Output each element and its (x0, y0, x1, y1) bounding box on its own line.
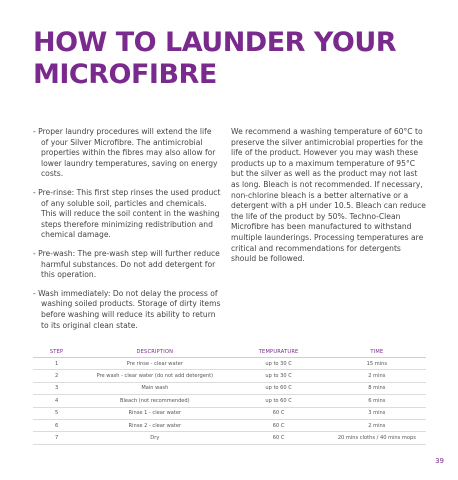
cell-temperature: 60 C (229, 432, 327, 444)
page-title: HOW TO LAUNDER YOUR MICROFIBRE (33, 27, 397, 90)
cell-temperature: 60 C (229, 407, 327, 419)
page-number: 39 (435, 457, 444, 465)
table-row (33, 358, 426, 370)
cell-time: 20 mins cloths / 40 mins mops (328, 432, 426, 444)
cell-time: 2 mins (328, 419, 426, 431)
cell-step: 7 (33, 432, 80, 444)
cell-description: Rinse 1 - clear water (80, 407, 229, 419)
cell-time: 15 mins (328, 358, 426, 370)
header-step: STEP (33, 348, 80, 358)
table-header-row (33, 348, 426, 358)
cell-step: 4 (33, 395, 80, 407)
cell-description: Pre wash - clear water (do not add detergent) (80, 370, 229, 382)
cell-step: 5 (33, 407, 80, 419)
cell-time: 3 mins (328, 407, 426, 419)
washing-steps-table (33, 348, 426, 445)
cell-description: Main wash (80, 382, 229, 394)
cell-step: 3 (33, 382, 80, 394)
bullet-wash-immediately: - Wash immediately: Do not delay the process of washing soiled products. Storage of dirty items before washing will reduce its ability to return to its original clean state. (33, 288, 221, 330)
cell-step: 2 (33, 370, 80, 382)
cell-description: Rinse 2 - clear water (80, 419, 229, 431)
cell-time: 6 mins (328, 395, 426, 407)
cell-step: 6 (33, 419, 80, 431)
cell-temperature: up to 30 C (229, 370, 327, 382)
table-row (33, 419, 426, 431)
table-row (33, 395, 426, 407)
cell-time: 8 mins (328, 382, 426, 394)
cell-temperature: up to 60 C (229, 382, 327, 394)
table-row (33, 432, 426, 444)
right-column (231, 127, 427, 265)
bullet-intro: - Proper laundry procedures will extend the life of your Silver Microfibre. The antimicrobial properties within the fibres may also allow for lower laundry temperatures, saving on energy costs. (33, 127, 218, 179)
table-row (33, 382, 426, 394)
cell-temperature: up to 60 C (229, 395, 327, 407)
cell-description: Dry (80, 432, 229, 444)
bullet-pre-wash: - Pre-wash: The pre-wash step will further reduce harmful substances. Do not add detergent for this operation. (33, 248, 220, 280)
bullet-pre-rinse: - Pre-rinse: This first step rinses the used product of any soluble soil, particles and chemicals. This will reduce the soil content in the washing steps therefore minimizing redistribution and chemical damage. (33, 187, 221, 240)
header-description: DESCRIPTION (80, 348, 229, 358)
table-row (33, 370, 426, 382)
cell-step: 1 (33, 358, 80, 370)
cell-time: 2 mins (328, 370, 426, 382)
left-column (33, 127, 221, 339)
cell-temperature: 60 C (229, 419, 327, 431)
cell-description: Bleach (not recommended) (80, 395, 229, 407)
header-temperature: TEMPURATURE (229, 348, 327, 358)
header-time: TIME (328, 348, 426, 358)
table-row (33, 407, 426, 419)
cell-description: Pre rinse - clear water (80, 358, 229, 370)
temperature-recommendation: We recommend a washing temperature of 60°C to preserve the silver antimicrobial properties for the life of the product. However you may wash these products up to a maximum temperature of 95°C but the silver as well as the product may not last as long. Bleach is not recommended. If necessary, non-chlorine bleach is a better alternative or a detergent with a pH under 10.5. Bleach can reduce the life of the product by 50%. Techno-Clean Microfibre has been manufactured to withstand multiple launderings. Processing temperatures are critical and recommendations for detergents should be followed. (231, 127, 426, 264)
cell-temperature: up to 30 C (229, 358, 327, 370)
